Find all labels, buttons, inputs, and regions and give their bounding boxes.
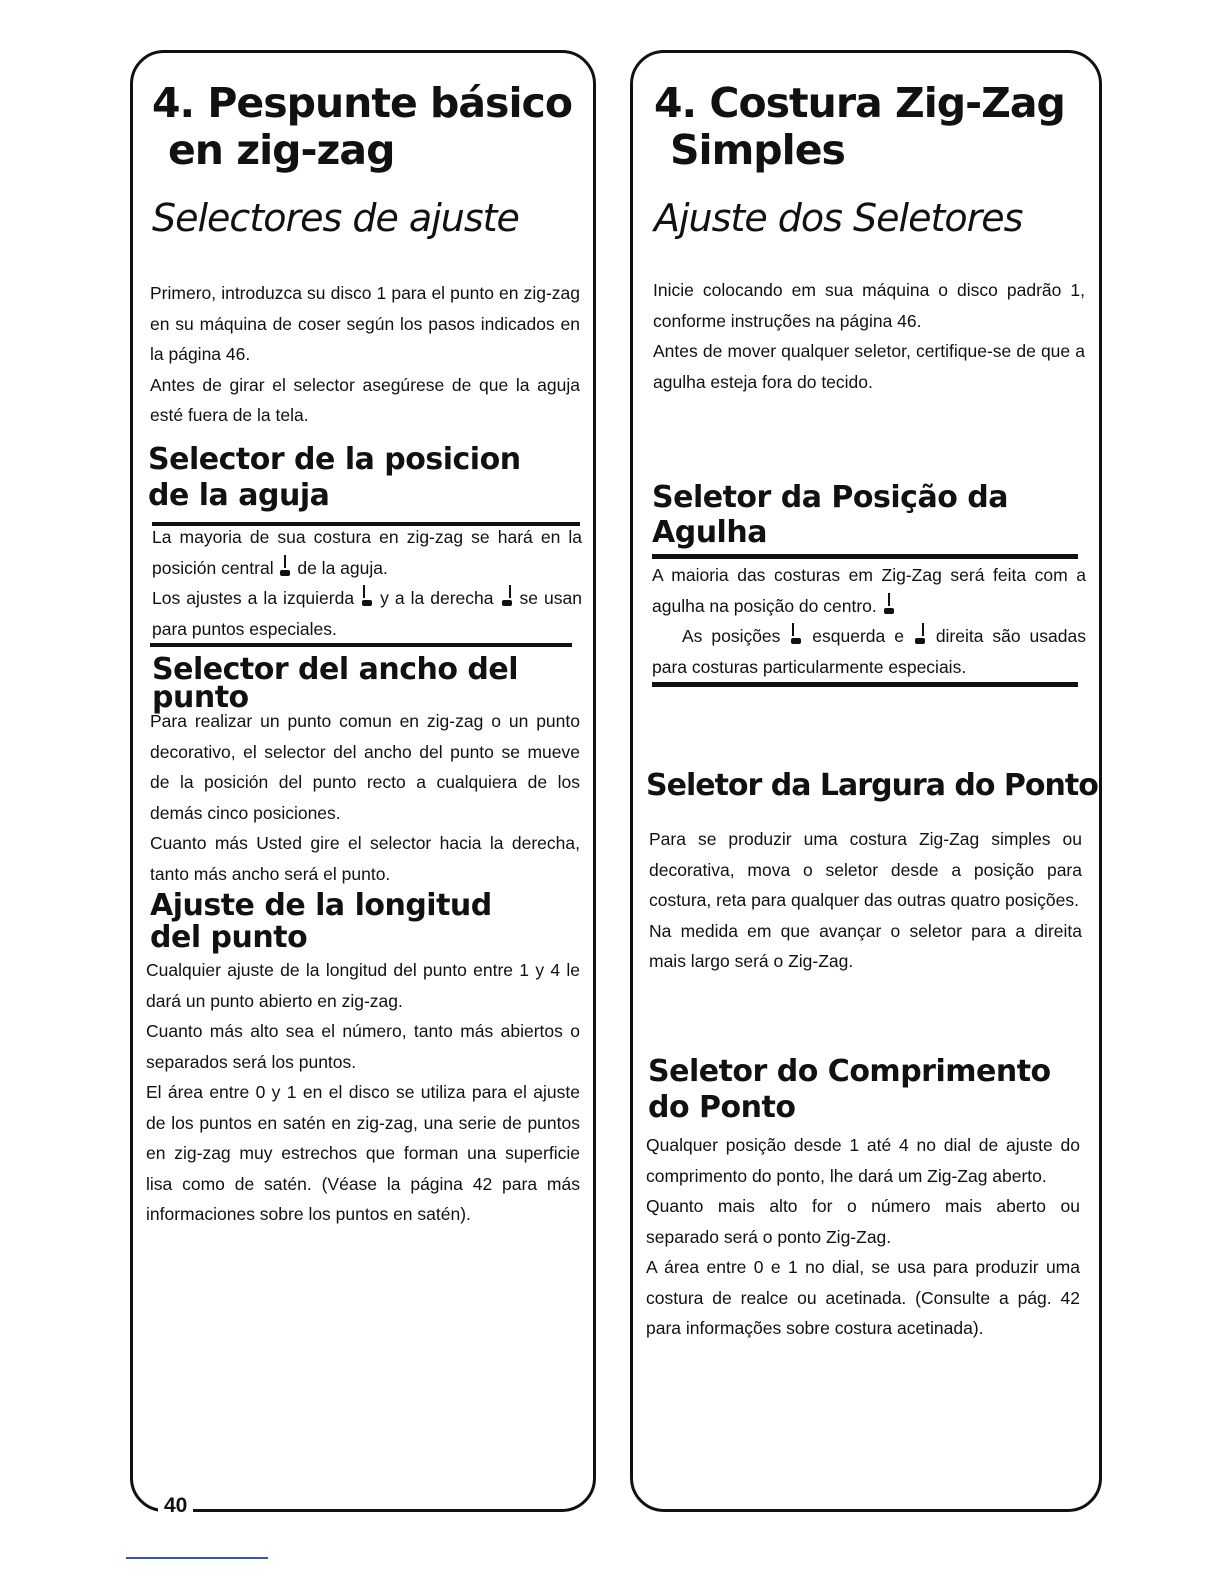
right-intro-p1: Inicie colocando em sua máquina o disco padrão 1, conforme instruções na página 46. [653,280,1085,331]
right-length-text-p3: A área entre 0 e 1 no dial, se usa para produzir uma costura de realce ou acetinada. (Consulte a pág. 42 para informações sobre costura acetinada). [646,1257,1080,1338]
right-needle-text [652,560,1086,682]
right-needle-heading-line2: Agulha [652,515,767,550]
needle-left-icon [789,623,803,645]
left-length-text-p3: El área entre 0 y 1 en el disco se utiliza para el ajuste de los puntos en satén en zig-zag, una serie de puntos en zig-zag muy estrechos que forman una superficie lisa como de satén. (Véase la página 42 para más informaciones sobre los puntos en satén). [146,1082,580,1224]
left-length-text-p1: Cualquier ajuste de la longitud del punto entre 1 y 4 le dará un punto abierto en zig-zag. [146,960,580,1011]
left-width-text [150,706,580,889]
right-length-heading [648,1054,1051,1126]
right-width-heading: Seletor da Largura do Ponto [646,768,1098,803]
left-length-text-p2: Cuanto más alto sea el número, tanto más abiertos o separados será los puntos. [146,1021,580,1072]
needle-center-icon [882,593,896,615]
left-needle-rule-bottom [150,643,572,647]
left-width-heading-line2: punto [152,680,249,715]
left-subtitle: Selectores de ajuste [152,196,519,240]
right-needle-text-d: direita são usadas para costuras particularmente especiais. [652,626,1086,677]
left-length-heading [150,890,492,954]
left-length-heading-line1: Ajuste de la longitud [150,888,492,923]
right-subtitle: Ajuste dos Seletores [654,196,1023,240]
right-intro-p2: Antes de mover qualquer seletor, certifique-se de que a agulha esteja fora do tecido. [653,341,1085,392]
left-needle-text-e: se usan para puntos especiales. [152,588,582,639]
footer-link-line [126,1557,268,1559]
left-needle-heading [148,442,521,514]
right-needle-rule-top [652,554,1078,559]
right-title-line1: 4. Costura Zig-Zag [654,79,1065,127]
right-length-heading-line1: Seletor do Comprimento [648,1054,1051,1089]
left-title-line2: en zig-zag [168,126,395,174]
needle-right-icon [500,585,514,607]
left-width-heading-line1: Selector del ancho del [152,652,519,687]
left-intro [150,278,580,431]
left-intro-p1: Primero, introduzca su disco 1 para el punto en zig-zag en su máquina de coser según los pasos indicados en la página 46. [150,283,580,364]
right-needle-rule-bottom [652,682,1078,687]
left-needle-heading-line1: Selector de la posicion [148,442,521,477]
left-needle-text-c: Los ajustes a la izquierda [152,588,355,608]
right-width-text [649,824,1082,977]
left-needle-text-a: La mayoria de sua costura en zig-zag se hará en la posición central [152,527,582,578]
right-intro [653,275,1085,397]
left-length-text [146,955,580,1230]
left-length-heading-line2: del punto [150,920,308,955]
left-needle-heading-line2: de la aguja [148,478,330,513]
right-title-line2: Simples [670,126,845,174]
left-intro-p2: Antes de girar el selector asegúrese de que la aguja esté fuera de la tela. [150,374,580,425]
right-needle-text-b: As posições [682,626,781,646]
left-needle-text-b: de la aguja. [297,557,388,578]
page-number: 40 [158,1494,193,1518]
left-needle-text [152,522,582,644]
right-needle-text-c: esquerda e [812,626,904,646]
right-length-heading-line2: do Ponto [648,1090,796,1125]
needle-left-icon [360,585,374,607]
left-needle-text-d: y a la derecha [380,588,494,608]
right-needle-heading [652,480,1008,550]
right-title [654,80,1065,174]
right-width-text-p1: Para se produzir uma costura Zig-Zag simples ou decorativa, mova o seletor desde a posição para costura, reta para qualquer das outras quatro posições. [649,829,1082,910]
right-needle-heading-line1: Seletor da Posição da [652,480,1008,515]
right-length-text-p1: Qualquer posição desde 1 até 4 no dial de ajuste do comprimento do ponto, lhe dará um Zig-Zag aberto. [646,1135,1080,1186]
left-width-text-p1: Para realizar un punto comun en zig-zag o un punto decorativo, el selector del ancho del punto se mueve de la posición del punto recto a cualquiera de los demás cinco posiciones. [150,711,580,823]
needle-right-icon [913,623,927,645]
left-title [152,80,572,174]
left-width-text-p2: Cuanto más Usted gire el selector hacia la derecha, tanto más ancho será el punto. [150,833,580,884]
right-length-text-p2: Quanto mais alto for o número mais aberto ou separado será o ponto Zig-Zag. [646,1196,1080,1247]
right-width-text-p2: Na medida em que avançar o seletor para a direita mais largo será o Zig-Zag. [649,920,1082,971]
left-title-line1: 4. Pespunte básico [152,79,572,127]
right-length-text [646,1130,1080,1344]
needle-center-icon [278,555,292,577]
left-width-heading [152,652,519,715]
right-needle-text-a: A maioria das costuras em Zig-Zag será feita com a agulha na posição do centro. [652,565,1086,616]
